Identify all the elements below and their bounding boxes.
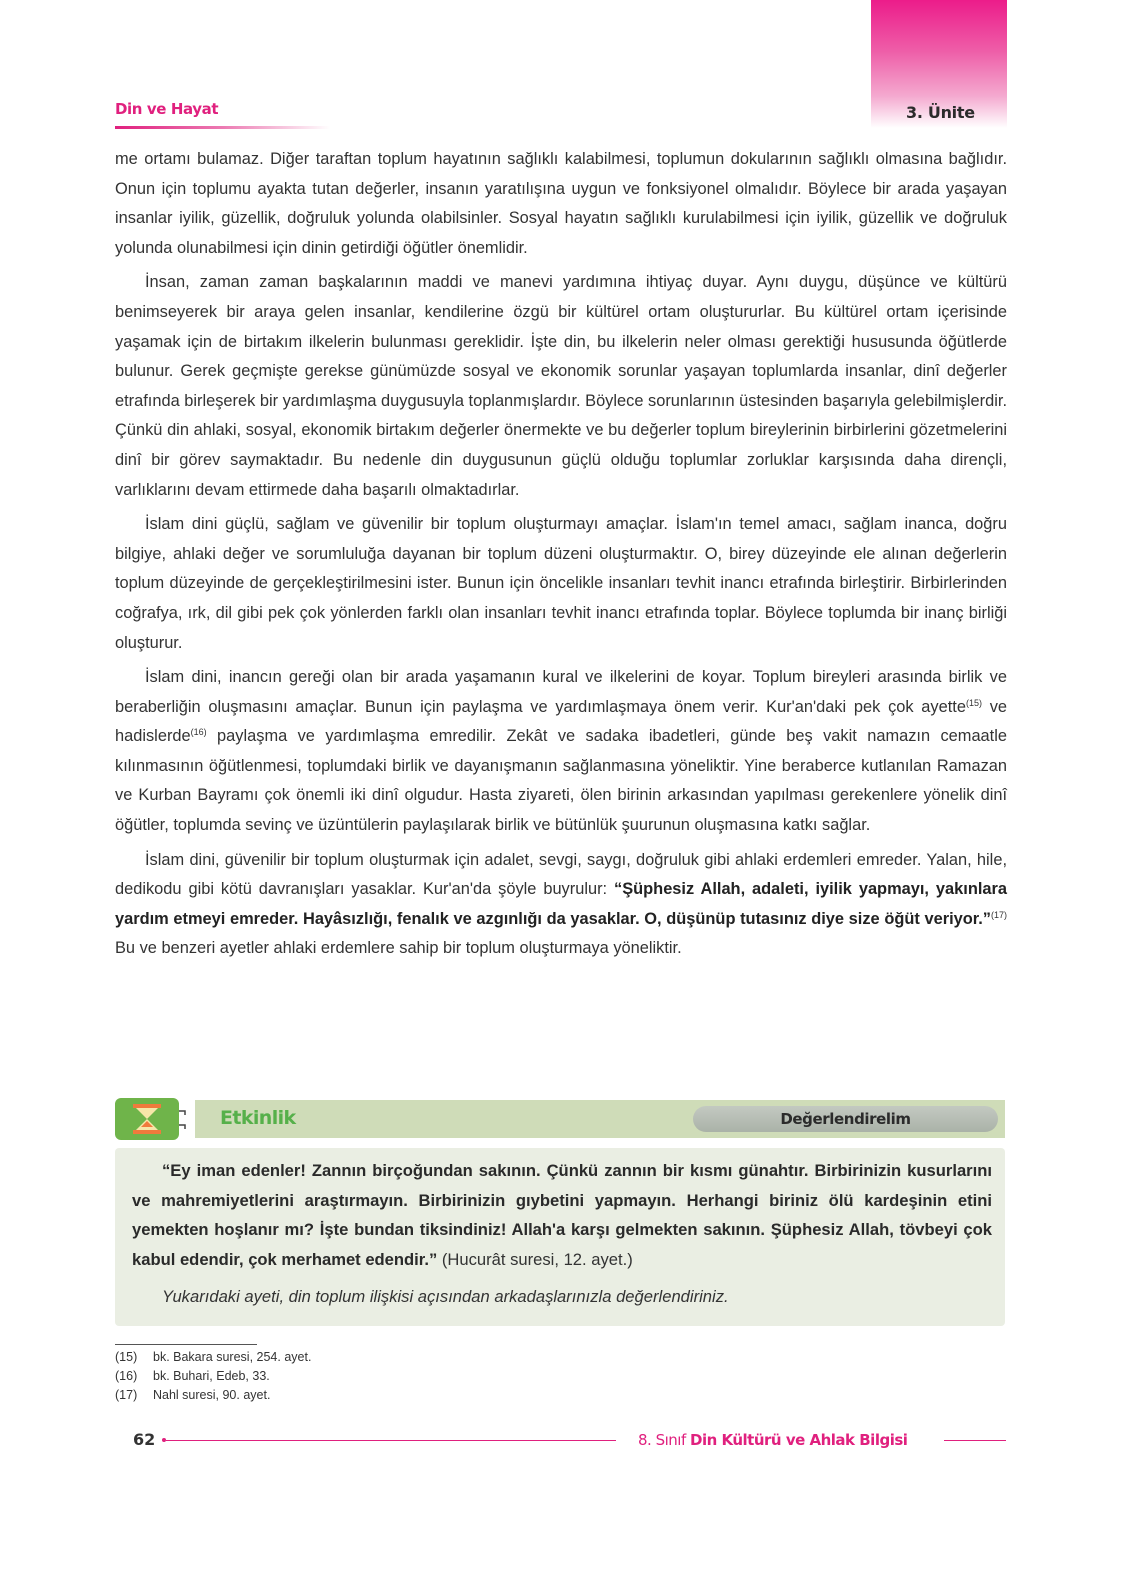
paragraph-4-text-c: paylaşma ve yardımlaşma emredilir. Zekât ve sadaka ibadetleri, günde beş vakit namazın cemaatle kılınmasının öğütlenmesi, toplumdaki birlik ve dayanışmanın sağlanmasına yöneliktir. Yine beraberce kutlanılan Ramazan ve Kurban Bayramı çok önemli iki dinî olgudur. Hasta ziyareti, ölen birinin arkasından yapılması gerekenlere yönelik dinî öğütler, toplumda sevinç ve üzüntülerin paylaşılarak birlik ve bütünlük şuurunun oluşmasına katkı sağlar.	[115, 727, 1007, 835]
paragraph-4-text-a: İslam dini, inancın gereği olan bir arada yaşamanın kural ve ilkelerini de koyar. Toplum bireyleri arasında birlik ve beraberliğin oluşmasını amaçlar. Bunun için paylaşma ve yardımlaşmaya önem verir. Kur'an'daki pek çok ayette	[115, 668, 1007, 716]
footnote-ref-17[interactable]: (17)	[990, 909, 1007, 920]
footnote-ref-15[interactable]: (15)	[965, 697, 982, 708]
activity-header	[115, 1098, 1005, 1140]
activity-title: Etkinlik	[220, 1107, 296, 1129]
paragraph-1: me ortamı bulamaz. Diğer taraftan toplum hayatının sağlıklı kalabilmesi, toplumun dokularının sağlıklı olmasına bağlıdır. Onun için toplumu ayakta tutan değerler, insanın yaratılışına uygun ve fonksiyonel olmalıdır. Böylece bir arada yaşayan insanlar iyilik, güzellik, doğruluk yolunda olabilsinler. Sosyal hayatın sağlıklı kurulabilmesi için iyilik, güzellik ve doğruluk yolunda olunabilmesi için dinin getirdiği öğütler önemlidir.	[115, 150, 1007, 257]
footer-rule-left	[166, 1440, 616, 1441]
activity-task: Yukarıdaki ayeti, din toplum ilişkisi açısından arkadaşlarınızla değerlendiriniz.	[162, 1287, 729, 1306]
verse-quote: “Şüphesiz Allah, adaleti, iyilik yapmayı, yakınlara yardım etmeyi emreder. Hayâsızlığı, fenalık ve azgınlığı da yasaklar. O, düşünüp tutasınız diye size öğüt veriyor.”	[115, 880, 1007, 928]
activity-type-badge	[693, 1106, 998, 1132]
book-title: 8. Sınıf Din Kültürü ve Ahlak Bilgisi	[638, 1431, 908, 1449]
binder-rings-icon	[179, 1106, 189, 1132]
footnote-17: (17) Nahl suresi, 90. ayet.	[115, 1388, 271, 1402]
paragraph-4	[115, 663, 1007, 841]
footnote-16: (16) bk. Buhari, Edeb, 33.	[115, 1369, 270, 1383]
paragraph-5	[115, 846, 1007, 964]
paragraph-2: İnsan, zaman zaman başkalarının maddi ve manevi yardımına ihtiyaç duyar. Aynı duygu, düşünce ve kültürü benimseyerek bir araya gelen insanlar, kendilerine özgü bir kültürel ortam oluştururlar. Bu kültürel ortam içerisinde yaşamak için de birtakım ilkelerin bulunması gereklidir. İşte din, bu ilkelerin neler olması gerektiği hususunda öğütlerde bulunur. Gerek geçmişte gerekse günümüzde sosyal ve ekonomik sorunlar yaşayan toplumlarda insanlar, dinî değerler etrafında birleşerek bir yardımlaşma duygusuyla toplanmışlardır. Böylece sorunlarının üstesinden başarıyla gelebilmişlerdir. Çünkü din ahlaki, sosyal, ekonomik birtakım değerler önermekte ve bu değerler toplum bireylerinin birbirlerini gözetmelerini dinî bir görev saymaktadır. Bu nedenle din duygusunun güçlü olduğu toplumlar zorluklar karşısında daha dirençli, varlıklarını devam ettirmede daha başarılı olmaktadırlar.	[115, 273, 1007, 499]
section-underline	[115, 126, 330, 129]
footnote-divider	[115, 1344, 257, 1345]
hourglass-icon	[115, 1098, 179, 1140]
activity-verse: “Ey iman edenler! Zannın birçoğundan sakının. Çünkü zannın bir kısmı günahtır. Birbirinizin kusurlarını ve mahremiyetlerini araştırmayın. Birbirinizin gıybetini yapmayın. Herhangi biriniz ölü kardeşinin etini yemekten hoşlanır mı? İşte bundan tiksindiniz! Allah'a karşı gelmekten sakının. Şüphesiz Allah, tövbeyi çok kabul edendir, çok merhamet edendir.”	[132, 1161, 992, 1269]
paragraph-3: İslam dini güçlü, sağlam ve güvenilir bir toplum oluşturmayı amaçlar. İslam'ın temel amacı, sağlam inanca, doğru bilgiye, ahlaki değer ve sorumluluğa dayanan bir toplum düzeni oluşturmaktır. O, birey düzeyinde ele alınan değerlerin toplum düzeyinde de gerçekleştirilmesini ister. Bunun için öncelikle insanları tevhit inancı etrafında birleştirir. Birbirlerinden coğrafya, ırk, dil gibi pek çok yönlerden farklı olan insanları tevhit inancı etrafında toplar. Böylece toplumda bir inanç birliği oluşturur.	[115, 515, 1007, 652]
paragraph-4-text-b: ve hadislerde	[115, 697, 1007, 746]
section-title: Din ve Hayat	[115, 100, 219, 118]
activity-quote	[132, 1156, 992, 1274]
footnote-ref-16[interactable]: (16)	[190, 727, 207, 738]
footnotes	[115, 1348, 311, 1405]
unit-label: 3. Ünite	[906, 103, 975, 122]
paragraph-5-text-a: İslam dini, güvenilir bir toplum oluşturmak için adalet, sevgi, saygı, doğruluk gibi ahlaki erdemleri emreder. Yalan, hile, dedikodu gibi kötü davranışları yasaklar. Kur'an'da şöyle buyrulur:	[115, 850, 1007, 899]
footer-rule-right	[944, 1440, 1006, 1441]
main-text	[115, 145, 1007, 969]
activity-body	[115, 1148, 1005, 1326]
footnote-15: (15) bk. Bakara suresi, 254. ayet.	[115, 1350, 312, 1364]
page-number: 62	[133, 1430, 156, 1449]
paragraph-5-text-b: Bu ve benzeri ayetler ahlaki erdemlere sahip bir toplum oluşturmaya yöneliktir.	[115, 939, 682, 958]
activity-type-label: Değerlendirelim	[780, 1110, 911, 1128]
activity-verse-reference: (Hucurât suresi, 12. ayet.)	[437, 1249, 633, 1269]
